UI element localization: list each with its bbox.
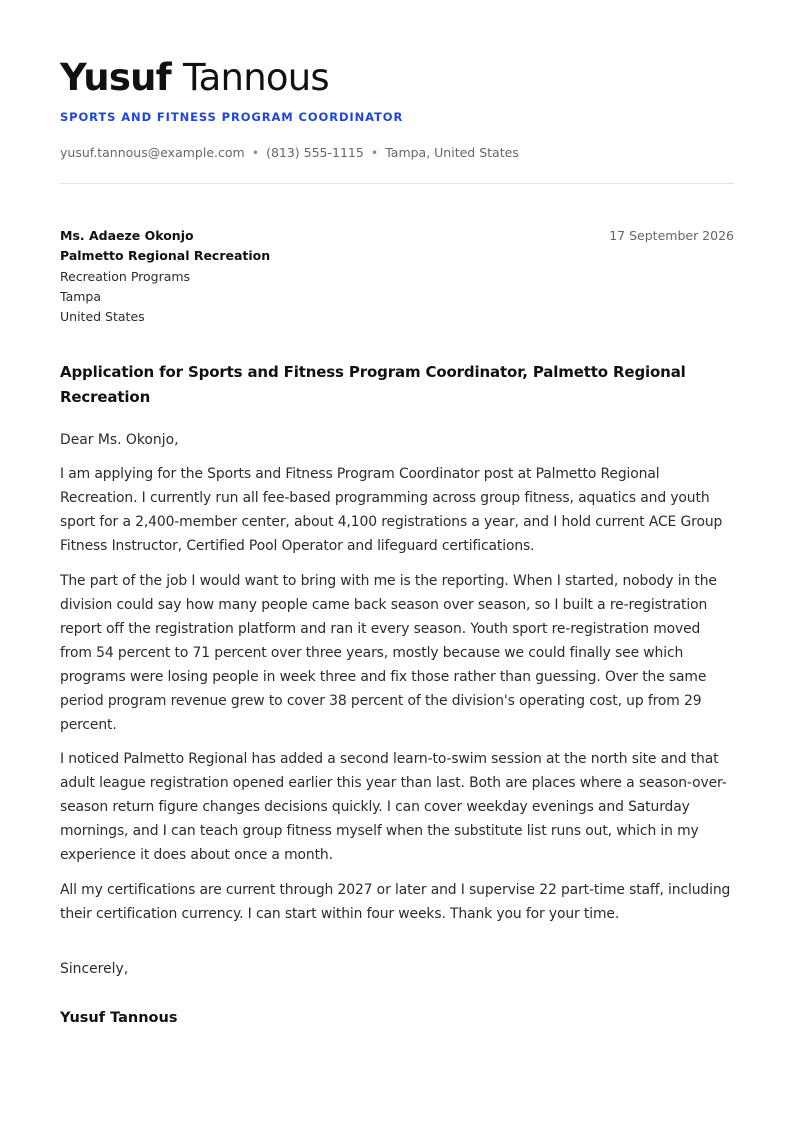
contact-email: yusuf.tannous@example.com bbox=[60, 145, 245, 160]
contact-line bbox=[60, 144, 734, 162]
applicant-first-name: Yusuf bbox=[60, 56, 171, 99]
recipient-department: Recreation Programs bbox=[60, 268, 191, 284]
closing: Sincerely, bbox=[60, 960, 129, 977]
letter-meta bbox=[60, 226, 734, 327]
body-paragraph: I am applying for the Sports and Fitness Program Coordinator post at Palmetto Regional Recreation. I currently run all fee-based programming across group fitness, aquatics and youth sport for a 2,400-member center, about 4,100 registrations a year, and I hold current ACE Group Fitness Instructor, Certified Pool Operator and lifeguard certifications. bbox=[60, 466, 723, 555]
recipient-organization: Palmetto Regional Recreation bbox=[60, 248, 271, 264]
applicant-last-name: Tannous bbox=[183, 56, 329, 99]
contact-location: Tampa, United States bbox=[385, 145, 519, 160]
applicant-job-title: SPORTS AND FITNESS PROGRAM COORDINATOR bbox=[60, 110, 404, 124]
contact-separator: • bbox=[251, 145, 260, 160]
salutation: Dear Ms. Okonjo, bbox=[60, 432, 179, 449]
contact-separator: • bbox=[370, 145, 379, 160]
applicant-name bbox=[60, 56, 734, 100]
body-paragraph: I noticed Palmetto Regional has added a second learn-to-swim session at the north site and that adult league registration opened earlier this year than last. Both are places where a season-over-season return figure changes decisions quickly. I can cover weekday evenings and Saturday mornings, and I can teach group fitness myself when the substitute list runs out, which in my experience it does about once a month. bbox=[60, 751, 727, 864]
letter-subject: Application for Sports and Fitness Program Coordinator, Palmetto Regional Recreation bbox=[60, 363, 686, 407]
letter-date: 17 September 2026 bbox=[609, 228, 734, 243]
recipient-name: Ms. Adaeze Okonjo bbox=[60, 228, 194, 243]
header-divider bbox=[60, 183, 734, 184]
contact-phone: (813) 555-1115 bbox=[266, 145, 364, 160]
signature: Yusuf Tannous bbox=[60, 1009, 178, 1026]
body-paragraph: The part of the job I would want to bring with me is the reporting. When I started, nobody in the division could say how many people came back season over season, so I built a re-registration report off the registration platform and ran it every season. Youth sport re-registration moved from 54 percent to 71 percent over three years, mostly because we could finally see which programs were losing people in week three and fix those rather than guessing. Over the same period program revenue grew to cover 38 percent of the division's operating cost, up from 29 percent. bbox=[60, 573, 717, 733]
recipient-city: Tampa bbox=[60, 288, 101, 304]
recipient-country: United States bbox=[60, 309, 145, 325]
body-paragraph: All my certifications are current through 2027 or later and I supervise 22 part-time staff, including their certification currency. I can start within four weeks. Thank you for your time. bbox=[60, 881, 731, 922]
